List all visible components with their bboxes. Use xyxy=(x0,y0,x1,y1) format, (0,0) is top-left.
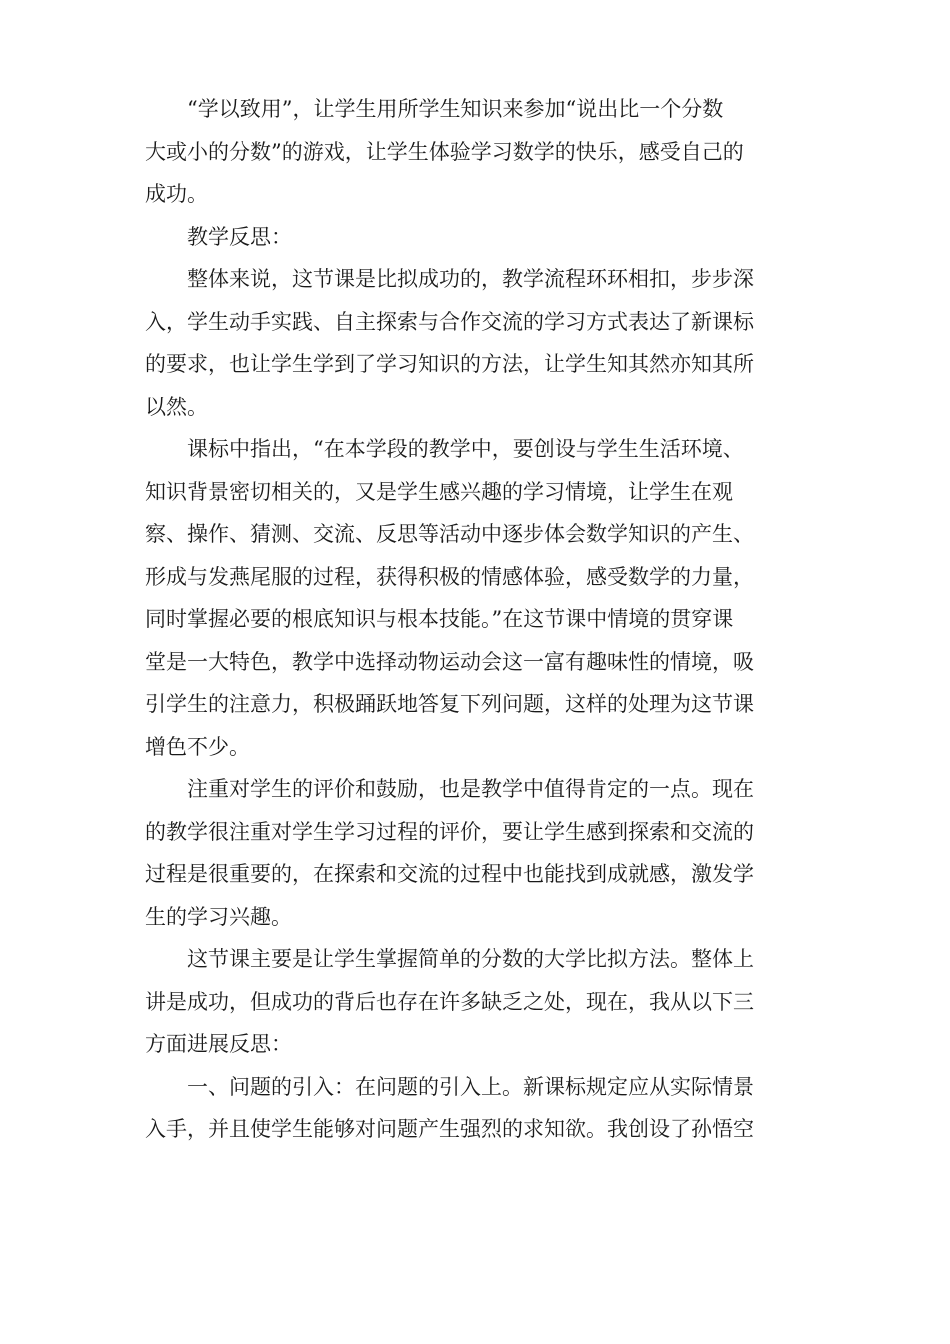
text-line: 一、问题的引入：在问题的引入上。新课标规定应从实际情景 xyxy=(187,1074,754,1099)
text-line: 形成与发燕尾服的过程，获得积极的情感体验，感受数学的力量， xyxy=(145,564,754,589)
text-line: 注重对学生的评价和鼓励，也是教学中值得肯定的一点。现在 xyxy=(187,777,754,801)
text-line: 入，学生动手实践、自主探索与合作交流的学习方式表达了新课标 xyxy=(145,309,754,334)
text-line: 方面进展反思： xyxy=(145,1032,292,1056)
text-line: “学以致用”，让学生用所学生知识来参加“说出比一个分数 xyxy=(187,97,724,121)
paragraph-7 xyxy=(145,1066,796,1151)
text-line: 入手，并且使学生能够对问题产生强烈的求知欲。我创设了孙悟空 xyxy=(145,1117,754,1141)
text-line: 成功。 xyxy=(145,182,208,206)
text-line: 大或小的分数”的游戏，让学生体验学习数学的快乐，感受自己的 xyxy=(145,139,744,164)
paragraph-2 xyxy=(145,216,796,259)
paragraph-5 xyxy=(145,768,796,938)
text-line: 讲是成功，但成功的背后也存在许多缺乏之处，现在，我从以下三 xyxy=(145,989,754,1014)
text-line: 同时掌握必要的根底知识与根本技能。”在这节课中情境的贯穿课 xyxy=(145,607,734,631)
paragraph-4 xyxy=(145,428,796,768)
paragraph-3 xyxy=(145,258,796,428)
text-line: 教学反思： xyxy=(187,224,292,249)
text-line: 的要求，也让学生学到了学习知识的方法，让学生知其然亦知其所 xyxy=(145,352,754,376)
text-line: 察、操作、猜测、交流、反思等活动中逐步体会数学知识的产生、 xyxy=(145,522,754,546)
text-line: 整体来说，这节课是比拟成功的，教学流程环环相扣，步步深 xyxy=(187,267,754,291)
text-line: 生的学习兴趣。 xyxy=(145,904,292,929)
text-line: 的教学很注重对学生学习过程的评价，要让学生感到探索和交流的 xyxy=(145,819,754,844)
document-page xyxy=(145,88,796,1151)
text-line: 课标中指出，“在本学段的教学中，要创设与学生生活环境、 xyxy=(187,437,744,461)
text-line: 以然。 xyxy=(145,394,208,419)
text-line: 这节课主要是让学生掌握简单的分数的大学比拟方法。整体上 xyxy=(187,947,754,971)
text-line: 堂是一大特色，教学中选择动物运动会这一富有趣味性的情境，吸 xyxy=(145,649,754,674)
paragraph-6 xyxy=(145,938,796,1066)
text-line: 引学生的注意力，积极踊跃地答复下列问题，这样的处理为这节课 xyxy=(145,692,754,716)
paragraph-1 xyxy=(145,88,796,216)
text-line: 过程是很重要的，在探索和交流的过程中也能找到成就感，激发学 xyxy=(145,862,754,886)
text-line: 知识背景密切相关的，又是学生感兴趣的学习情境，让学生在观 xyxy=(145,479,733,504)
text-line: 增色不少。 xyxy=(145,734,250,759)
